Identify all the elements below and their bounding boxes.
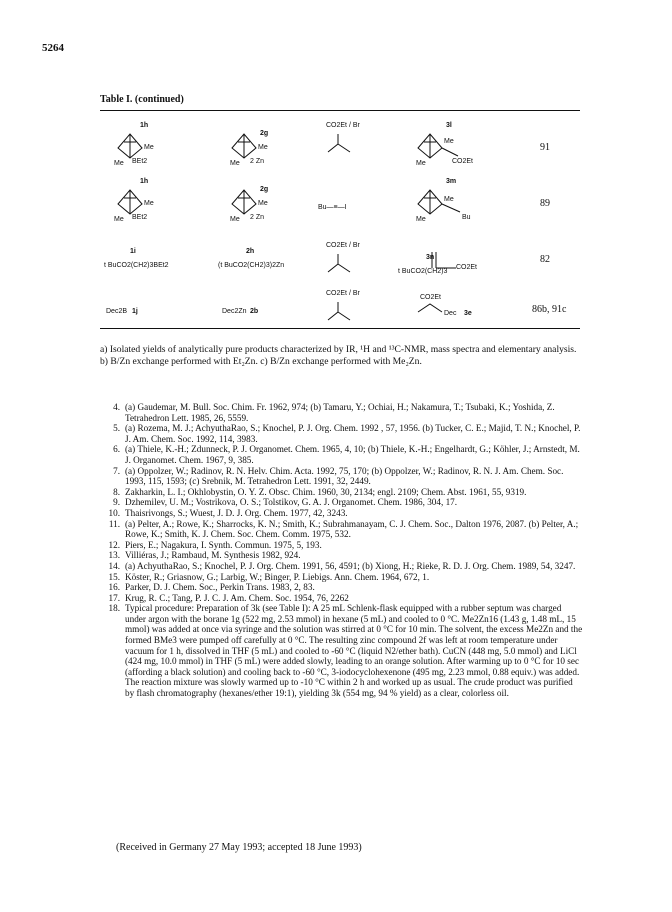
sub-co2et-3l: CO2Et — [452, 158, 474, 165]
reference-number: 15. — [108, 571, 120, 582]
yield-row-4: 86b, 91c — [532, 304, 567, 315]
electrophile-4: CO2Et / Br — [326, 290, 360, 297]
references-list — [100, 402, 584, 699]
reference-text: Dzhemilev, U. M.; Vostrikova, O. S.; Tolstikov, G. A. J. Organomet. Chem. 1986, 304, 17. — [125, 497, 458, 508]
sub-me-3l: Me — [444, 138, 454, 145]
ester-structure-3n — [432, 252, 456, 268]
reference-text: Krug, R. C.; Tang, P. J. C. J. Am. Chem. Soc. 1954, 76, 2262 — [125, 592, 349, 603]
formula-3n: t BuCO2(CH2)3 — [398, 268, 448, 275]
label-3n: 3n — [426, 254, 435, 261]
sub-me2-2g-b: Me — [230, 216, 240, 223]
reference-item — [100, 593, 584, 604]
pinane-structure-2g-b — [232, 190, 256, 214]
sub-me2-3l: Me — [416, 160, 426, 167]
reference-item — [100, 444, 584, 465]
label-2h: 2h — [246, 248, 255, 255]
reference-text: Parker, D. J. Chem. Soc., Perkin Trans. 1983, 2, 83. — [125, 582, 315, 593]
reference-text: Typical procedure: Preparation of 3k (see Table I): A 25 mL Schlenk-flask equipped with a rubber septum was charged under argon with the borane 1g (522 mg, 2.53 mmol) in hexane (5 mL) and cooled to 0 °C. Me2Zn16 (1.43 g, 1.48 mL, 15 mmol) was added at once via syringe and the solution was stirred at 0 °C for 10 min. The solvent, the excess Me2Zn and the formed BMe3 were pumped off carefully at 0 °C. The resulting zinc compound 2f was left at room temperature under vacuum for 1 h, dissolved in THF (5 mL) and cooled to -60 °C (liquid N2/ether bath). CuCN (448 mg, 5.0 mmol) and LiCl (424 mg, 10.0 mmol) in THF (5 mL) were added slowly, leading to an orange solution. After warming up to 0 °C for 10 sec (affording a black solution) and cooling back to -60 °C, 3-iodocyclohexenone (495 mg, 2.23 mmol, 0.88 equiv.) was added. The reaction mixture was slowly warmed up to -10 °C within 2 h and worked up as usual. The crude product was purified by flash chromatography (hexanes/ether 19:1), yielding 3k (554 mg, 94 % yield) as a clear, colorless oil. — [125, 603, 583, 699]
pinane-structure-1h-b — [118, 190, 142, 214]
label-1h-a: 1h — [140, 122, 149, 129]
formula-3e: Dec — [444, 310, 457, 317]
sub-me2-1h-a: Me — [114, 160, 124, 167]
electrophile-3: CO2Et / Br — [326, 242, 360, 249]
sub-me-2g-b: Me — [258, 200, 268, 207]
reference-item — [100, 487, 584, 498]
pinane-structure-2g-a — [232, 134, 256, 158]
sub-zn-2g-b: 2 Zn — [250, 214, 265, 221]
reference-text: Köster, R.; Griasnow, G.; Larbig, W.; Binger, P. Liebigs. Ann. Chem. 1964, 672, 1. — [125, 571, 430, 582]
table-bottom-rule — [100, 328, 580, 329]
reference-number: 11. — [108, 518, 120, 529]
reference-number: 12. — [108, 539, 120, 550]
label-1i: 1i — [130, 248, 136, 255]
reaction-table — [100, 112, 580, 326]
yield-row-3: 82 — [540, 254, 550, 265]
reference-text: (a) Thiele, K.-H.; Zdunneck, P. J. Organomet. Chem. 1965, 4, 10; (b) Thiele, K.-H.; Engelhardt, G.; Köhler, J.; Arnstedt, M. J. Organomet. Chem. 1967, 9, 385. — [125, 444, 580, 465]
reference-number: 14. — [108, 560, 120, 571]
table-caption: Table I. (continued) — [100, 94, 184, 105]
reference-item — [100, 497, 584, 508]
reference-number: 13. — [108, 550, 120, 561]
reference-text: (a) Gaudemar, M. Bull. Soc. Chim. Fr. 1962, 974; (b) Tamaru, Y.; Ochiai, H.; Nakamura, T.; Tsubaki, K.; Yoshida, Z. Tetrahedron Lett. 1985, 26, 5559. — [125, 402, 555, 423]
sub-me-3m: Me — [444, 196, 454, 203]
reference-number: 8. — [113, 486, 120, 497]
reference-number: 4. — [113, 402, 120, 412]
reference-item — [100, 423, 584, 444]
sub-co2et-3e: CO2Et — [420, 294, 442, 301]
sub-me-1h-b: Me — [144, 200, 154, 207]
reference-number: 18. — [108, 603, 120, 614]
yield-row-2: 89 — [540, 198, 550, 209]
label-3e: 3e — [464, 310, 472, 317]
reference-text: (a) Pelter, A.; Rowe, K.; Sharrocks, K. N.; Smith, K.; Subrahmanayam, C. J. Chem. Soc., Dalton 1976, 2087. (b) Pelter, A.; Rowe, K.; Smith, K. J. Chem. Soc. Chem. Comm. 1975, 532. — [125, 518, 579, 540]
label-3m: 3m — [446, 178, 457, 185]
sub-bu-3m: Bu — [462, 214, 471, 221]
reference-text: Villiéras, J.; Rambaud, M. Synthesis 1982, 924. — [125, 550, 301, 561]
reference-item — [100, 519, 584, 540]
reference-item — [100, 561, 584, 572]
reference-text: (a) AchyuthaRao, S.; Knochel, P. J. Org. Chem. 1991, 56, 4591; (b) Xiong, H.; Rieke, R. D. J. Org. Chem. 1989, 54, 3247. — [125, 560, 576, 571]
formula-1i: t BuCO2(CH2)3BEt2 — [104, 262, 169, 269]
table-footnotes: a) Isolated yields of analytically pure products characterized by IR, ¹H and ¹³C-NMR, mass spectra and elementary analysis. b) B/Zn exchange performed with Et₂Zn. c) B/Zn exchange performed with Me₂Zn. — [100, 344, 577, 367]
acrylate-structure-a — [328, 134, 350, 152]
acrylate-structure-c — [328, 302, 350, 320]
electrophile-2: Bu—≡—I — [318, 204, 347, 211]
ester-structure-3e — [418, 304, 442, 312]
table-top-rule — [100, 110, 580, 111]
sub-me2-1h-b: Me — [114, 216, 124, 223]
reference-item — [100, 572, 584, 583]
sub-zn-2g-a: 2 Zn — [250, 158, 265, 165]
reference-text: (a) Rozema, M. J.; AchyuthaRao, S.; Knochel, P. J. Org. Chem. 1992 , 57, 1956. (b) Tucker, C. E.; Majid, T. N.; Knochel, P. J. Am. Chem. Soc. 1992, 114, 3983. — [125, 423, 581, 444]
reference-number: 10. — [108, 507, 120, 518]
sub-bet2-1h-a: BEt2 — [132, 158, 148, 165]
sub-me-1h-a: Me — [144, 144, 154, 151]
reference-number: 16. — [108, 582, 120, 593]
sub-co2et-3n: CO2Et — [456, 264, 478, 271]
reference-number: 5. — [113, 423, 120, 434]
label-2b: 2b — [250, 308, 259, 315]
formula-2b: Dec2Zn — [222, 308, 247, 315]
formula-1j: Dec2B — [106, 308, 128, 315]
label-2g-b: 2g — [260, 186, 269, 193]
pinane-structure-1h-a — [118, 134, 142, 158]
reference-item — [100, 402, 584, 423]
reference-text: (a) Oppolzer, W.; Radinov, R. N. Helv. Chim. Acta. 1992, 75, 170; (b) Oppolzer, W.; Radinov, R. N. J. Am. Chem. Soc. 1993, 115, 1593; (c) Srebnik, M. Tetrahedron Lett. 1991, 32, 2449. — [125, 465, 564, 487]
electrophile-1: CO2Et / Br — [326, 122, 360, 129]
label-1j: 1j — [132, 308, 138, 315]
sub-me-2g-a: Me — [258, 144, 268, 151]
acrylate-structure-b — [328, 254, 350, 272]
reference-item — [100, 508, 584, 519]
reference-number: 17. — [108, 592, 120, 603]
formula-2h: (t BuCO2(CH2)3)2Zn — [218, 262, 285, 269]
reference-item — [100, 603, 584, 698]
received-date: (Received in Germany 27 May 1993; accepted 18 June 1993) — [116, 842, 362, 853]
page-number: 5264 — [42, 42, 64, 54]
reference-number: 6. — [113, 444, 120, 455]
reference-text: Piers, E.; Nagakura, I. Synth. Commun. 1975, 5, 193. — [125, 539, 322, 550]
reference-item — [100, 582, 584, 593]
label-3l: 3l — [446, 122, 452, 129]
reference-number: 7. — [113, 465, 120, 476]
sub-me2-2g-a: Me — [230, 160, 240, 167]
reference-item — [100, 466, 584, 487]
reference-text: Zakharkin, L. I.; Okhlobystin, O. Y. Z. Obsc. Chim. 1960, 30, 2134; engl. 2109; Chem. Abst. 1961, 55, 9319. — [125, 486, 527, 497]
sub-me2-3m: Me — [416, 216, 426, 223]
reference-text: Thaisrivongs, S.; Wuest, J. D. J. Org. Chem. 1977, 42, 3243. — [125, 507, 348, 518]
reference-item — [100, 540, 584, 551]
reference-number: 9. — [113, 497, 120, 508]
sub-bet2-1h-b: BEt2 — [132, 214, 148, 221]
yield-row-1: 91 — [540, 142, 550, 153]
label-1h-b: 1h — [140, 178, 149, 185]
reference-item — [100, 550, 584, 561]
label-2g-a: 2g — [260, 130, 269, 137]
